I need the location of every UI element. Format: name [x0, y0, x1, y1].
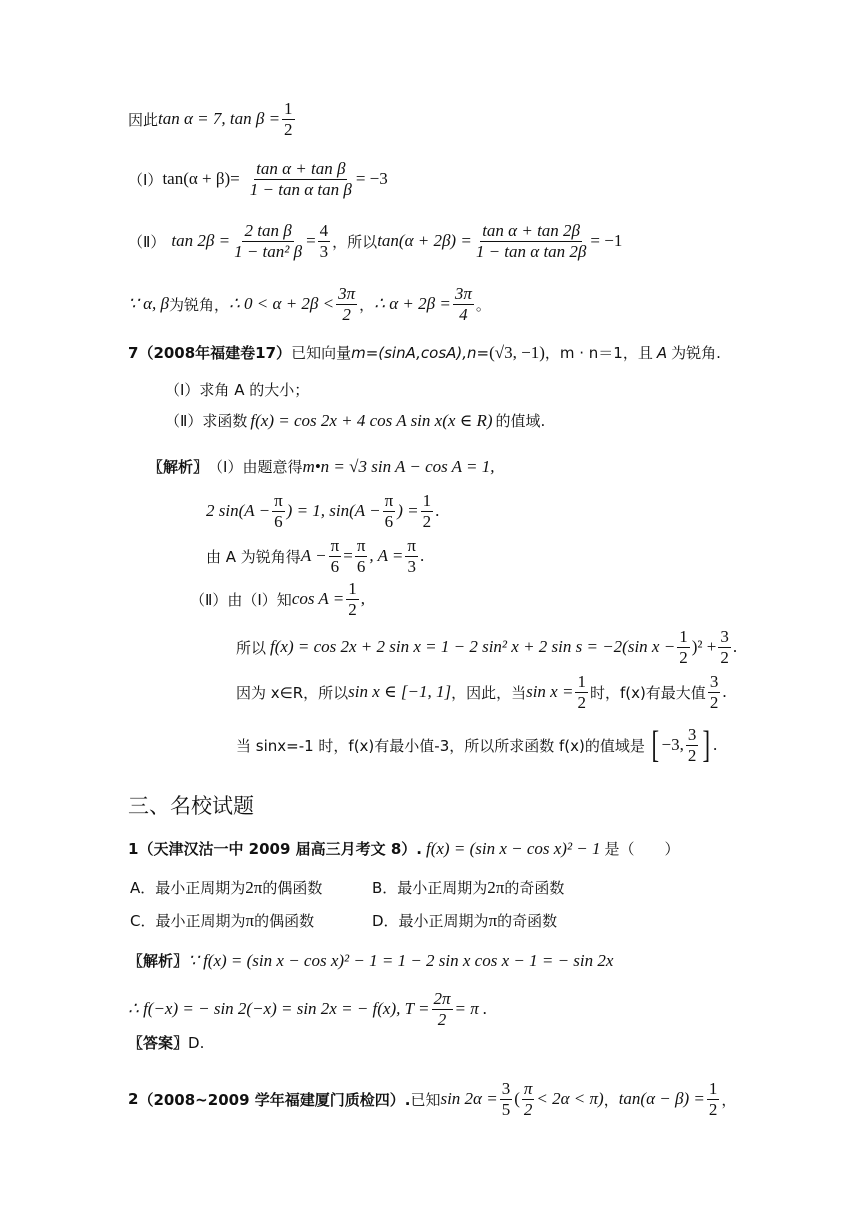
stem-text: ，m · n＝1，且 — [544, 344, 653, 362]
fraction: $\frac{1}{2}$ — [577, 672, 586, 712]
text: ，因此，当 — [451, 683, 527, 702]
fraction: $\frac{3\pi}{2}$ — [338, 284, 356, 324]
text-prefix: 因此 — [128, 110, 159, 129]
problem-number: 7 — [128, 343, 139, 362]
option-rest: 的奇函数 — [497, 912, 558, 930]
stem-var: A — [656, 343, 668, 362]
option-value: 2π — [245, 877, 263, 897]
option-value: π — [488, 910, 498, 930]
problem-source: （天津汉沽一中 2009 届高三月考文 8）. — [138, 840, 422, 858]
answer-label: 〖答案〗 — [128, 1034, 189, 1052]
math: . — [420, 546, 425, 566]
math: , A = — [369, 546, 404, 566]
q2-text: （Ⅱ）求函数 — [165, 412, 248, 430]
fraction: $\frac{1}{2}$ — [679, 627, 688, 667]
problem-7-question-2 — [165, 410, 545, 431]
fraction: $\frac{1}{2}$ — [708, 1079, 718, 1119]
part-label: （Ⅰ） — [128, 170, 163, 189]
math: . — [722, 682, 727, 702]
math: )² + — [691, 637, 717, 657]
math: tan(α − β) = — [618, 1089, 705, 1109]
problem-number: 2 — [128, 1090, 139, 1109]
vector-n: (√3, −1) — [489, 342, 545, 362]
math-expr: tan α = 7, tan β = — [158, 109, 281, 129]
math: A − — [300, 546, 327, 566]
text: 当 sinx=-1 时，f(x)有最小值-3，所以所求函数 f(x)的值域是 — [236, 736, 645, 755]
text-mid: ，所以 — [332, 232, 378, 251]
math: f(x) = cos 2x + 2 sin x = 1 − 2 sin² x + 2 sin s = −2(sin x − — [270, 637, 676, 657]
math-because: ∵ α, β — [128, 294, 169, 314]
math-expr: ∵ f(x) = (sin x − cos x)² − 1 = 1 − 2 sin x cos x − 1 = − sin 2x — [188, 950, 614, 970]
text: （Ⅰ）由题意得 — [208, 458, 303, 476]
option-value: 2π — [487, 877, 505, 897]
math-therefore-2: ∴ α + 2β = — [374, 294, 451, 314]
solution-label: 〖解析〗 — [128, 952, 189, 970]
text: 因为 x∈R，所以 — [236, 683, 349, 702]
fraction: $\frac{1}{2}$ — [422, 491, 432, 531]
stem-text: 已知向量 — [291, 344, 352, 362]
answer-value: D. — [188, 1033, 205, 1052]
fraction: $\frac{3}{5}$ — [501, 1079, 511, 1119]
option-value: π — [245, 910, 255, 930]
math-result: = −1 — [590, 231, 623, 251]
problem-1-answer — [128, 1032, 204, 1053]
problem-2-stem — [128, 1080, 736, 1119]
text-sep: ， — [603, 1090, 619, 1109]
solution-line-5 — [236, 628, 737, 667]
text-end: ， — [721, 1090, 737, 1109]
line-tan-values — [128, 100, 297, 139]
stem-text: 为锐角. — [671, 344, 721, 362]
acute-line — [128, 285, 491, 324]
problem-7-stem — [128, 342, 721, 363]
math: < 2α < π) — [536, 1089, 604, 1109]
problem-number: 1 — [128, 839, 139, 858]
stem-text: 已知 — [410, 1090, 441, 1109]
fraction: $\frac{3\pi}{4}$ — [454, 284, 472, 324]
math: , — [360, 589, 365, 609]
solution-line-1 — [148, 456, 494, 477]
option-label: D．最小正周期为 — [372, 912, 489, 930]
solution-label: 〖解析〗 — [148, 458, 209, 476]
fraction: $\frac{\pi}{3}$ — [407, 536, 416, 576]
problem-7-question-1: （Ⅰ）求角 A 的大小； — [165, 381, 310, 399]
math-lhs: tan 2β = — [171, 231, 231, 251]
text: 时，f(x)有最大值 — [589, 683, 706, 702]
fraction: $\frac{\text{tan α + tan β}}{\text{1 − tan α tan β}}$ — [249, 159, 352, 199]
math: 2 sin(A − — [206, 501, 271, 521]
math-therefore-1: ∴ 0 < α + 2β < — [228, 294, 335, 314]
stem-tail: 是（ ） — [604, 840, 680, 858]
math: sin x ∈ [−1, 1] — [348, 682, 452, 702]
option-label: B．最小正周期为 — [372, 879, 488, 897]
math: . — [732, 637, 738, 657]
solution-line-6 — [236, 673, 727, 712]
part-1-line — [128, 160, 388, 199]
text: 所以 — [236, 638, 267, 657]
fraction: $\frac{2\pi}{2}$ — [433, 989, 451, 1029]
math: = — [343, 546, 353, 566]
math: ) = 1, sin(A − — [286, 501, 381, 521]
fraction: $\frac{\pi}{2}$ — [523, 1079, 533, 1119]
option-rest: 的偶函数 — [254, 912, 315, 930]
problem-source: （2008年福建卷17） — [138, 344, 292, 362]
option-label: C．最小正周期为 — [130, 912, 246, 930]
fraction: $\frac{\pi}{6}$ — [356, 536, 366, 576]
option-c — [130, 910, 314, 931]
fraction: $\frac{\text{2 tan β}}{\text{1 − tan² β}}$ — [234, 221, 303, 261]
q2-expr: f(x) = cos 2x + 4 cos A sin x(x ∈ R) — [250, 410, 493, 430]
math-expr: m•n = √3 sin A − cos A = 1, — [302, 456, 495, 476]
math: sin 2α = — [440, 1089, 498, 1109]
math: ( — [514, 1089, 520, 1109]
math: . — [435, 501, 440, 521]
fraction: $\frac{\pi}{6}$ — [274, 491, 283, 531]
q2-text: 的值域. — [495, 412, 546, 430]
option-rest: 的偶函数 — [262, 879, 323, 897]
fraction: $\frac{\text{tan α + tan 2β}}{\text{1 − tan α tan 2β}}$ — [475, 221, 587, 261]
solution-line-4 — [190, 580, 365, 619]
option-rest: 的奇函数 — [504, 879, 565, 897]
vector-m: m=(sinA,cosA),n= — [351, 343, 490, 362]
math: = π . — [454, 999, 488, 1019]
part-label: （Ⅱ） — [128, 232, 166, 251]
text: 为锐角， — [168, 295, 229, 314]
fraction: $\frac{1}{2}$ — [284, 99, 293, 139]
math-eq: = — [306, 231, 316, 251]
part-2-line — [128, 222, 622, 261]
math: sin x = — [526, 682, 574, 702]
fraction: $\frac{\pi}{6}$ — [330, 536, 340, 576]
option-label: A．最小正周期为 — [130, 879, 246, 897]
solution-line-2 — [206, 492, 439, 531]
math: ∴ f(−x) = − sin 2(−x) = sin 2x = − f(x), T = — [128, 999, 430, 1019]
fraction: $\frac{3}{2}$ — [709, 672, 719, 712]
fraction: $\frac{4}{3}$ — [319, 221, 329, 261]
math: . — [713, 735, 718, 755]
math: ) = — [397, 501, 419, 521]
math-expr: f(x) = (sin x − cos x)² − 1 — [426, 838, 601, 858]
option-d — [372, 910, 557, 931]
fraction: $\frac{3}{2}$ — [720, 627, 729, 667]
problem-source: （2008~2009 学年福建厦门质检四）. — [138, 1090, 411, 1109]
text-sep: ， — [359, 295, 375, 314]
solution-line-3 — [206, 537, 424, 576]
problem-1-solution-2 — [128, 990, 487, 1029]
solution-line-7 — [236, 726, 717, 765]
fraction: $\frac{1}{2}$ — [348, 579, 357, 619]
math-lhs: tan(α + β)= — [162, 169, 240, 189]
fraction: $\frac{\pi}{6}$ — [384, 491, 394, 531]
math-result: = −3 — [355, 169, 388, 189]
problem-1-stem — [128, 838, 680, 859]
text-end: 。 — [475, 295, 491, 314]
text: 由 A 为锐角得 — [206, 547, 301, 566]
option-b — [372, 877, 564, 898]
problem-1-solution-1 — [128, 950, 613, 971]
section-title: 三、名校试题 — [128, 794, 254, 818]
text: （Ⅱ）由（Ⅰ）知 — [190, 590, 292, 609]
math: cos A = — [291, 589, 345, 609]
math-lhs2: tan(α + 2β) = — [377, 231, 472, 251]
option-a — [130, 877, 322, 898]
range-bracket: [ −3, $\frac{3}{2}$ ] — [651, 724, 711, 767]
